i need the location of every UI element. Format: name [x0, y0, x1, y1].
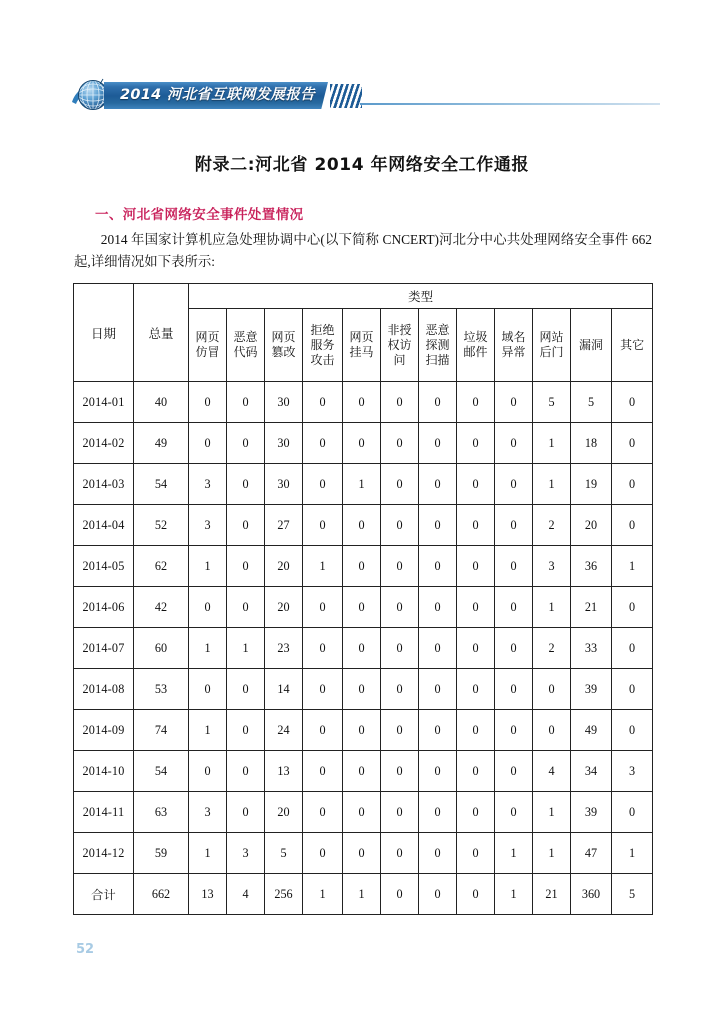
cell-date: 2014-10: [74, 751, 134, 792]
cell-type-4: 0: [303, 464, 343, 505]
cell-type-10: 1: [533, 833, 571, 874]
cell-type-12: 5: [612, 874, 653, 915]
cell-type-1: 0: [189, 751, 227, 792]
column-header-type-line: 服务: [310, 337, 335, 352]
column-header-type-3: [265, 309, 303, 382]
cell-type-9: 0: [495, 423, 533, 464]
cell-type-4: 0: [303, 751, 343, 792]
cell-type-5: 0: [343, 751, 381, 792]
cell-type-6: 0: [381, 751, 419, 792]
cell-type-1: 13: [189, 874, 227, 915]
cell-type-5: 0: [343, 546, 381, 587]
cell-type-6: 0: [381, 669, 419, 710]
cell-type-10: 1: [533, 423, 571, 464]
cell-type-8: 0: [457, 464, 495, 505]
cell-date: 2014-06: [74, 587, 134, 628]
column-header-type-line: 网页: [349, 330, 374, 344]
cell-type-9: 0: [495, 628, 533, 669]
column-header-type-12: [612, 309, 653, 382]
cell-type-4: 0: [303, 505, 343, 546]
column-header-type-line: 攻击: [310, 352, 335, 367]
column-header-type-line: 网页: [195, 330, 220, 344]
cell-total: 54: [134, 751, 189, 792]
cell-type-11: 5: [571, 382, 612, 423]
column-header-type-line: 仿冒: [195, 345, 220, 359]
cell-type-6: 0: [381, 710, 419, 751]
cell-type-9: 0: [495, 792, 533, 833]
cell-type-9: 0: [495, 669, 533, 710]
cell-type-3: 24: [265, 710, 303, 751]
cell-type-6: 0: [381, 505, 419, 546]
column-header-type-line: 后门: [539, 345, 564, 359]
column-header-type-11: [571, 309, 612, 382]
table-header-row-group: [74, 284, 653, 309]
table-row: [74, 546, 653, 587]
cell-type-11: 49: [571, 710, 612, 751]
cell-type-9: 0: [495, 587, 533, 628]
table-row: [74, 833, 653, 874]
cell-total: 60: [134, 628, 189, 669]
cell-type-8: 0: [457, 423, 495, 464]
cell-type-10: 2: [533, 505, 571, 546]
column-header-type-line: 邮件: [463, 345, 488, 359]
cell-type-12: 0: [612, 792, 653, 833]
cell-type-3: 14: [265, 669, 303, 710]
cell-type-7: 0: [419, 833, 457, 874]
column-header-type-line: 非授: [387, 322, 412, 337]
table-row: [74, 464, 653, 505]
cell-type-12: 3: [612, 751, 653, 792]
cell-type-7: 0: [419, 874, 457, 915]
cell-type-7: 0: [419, 710, 457, 751]
page-header: [0, 70, 724, 124]
column-header-type-line: 异常: [501, 345, 526, 359]
cell-date: 2014-04: [74, 505, 134, 546]
column-header-type-line: 权访: [387, 337, 412, 352]
cell-date: 2014-05: [74, 546, 134, 587]
cell-type-7: 0: [419, 464, 457, 505]
cell-type-8: 0: [457, 587, 495, 628]
column-header-type-1: [189, 309, 227, 382]
banner-title: 2014 河北省互联网发展报告: [120, 87, 315, 103]
table-row: [74, 628, 653, 669]
cell-type-1: 1: [189, 628, 227, 669]
cell-type-6: 0: [381, 628, 419, 669]
cell-type-4: 1: [303, 874, 343, 915]
cell-type-8: 0: [457, 546, 495, 587]
cell-type-5: 0: [343, 710, 381, 751]
cell-type-5: 0: [343, 423, 381, 464]
column-header-type-6: [381, 309, 419, 382]
column-header-type-4: [303, 309, 343, 382]
column-header-type-line: 扫描: [425, 352, 450, 367]
cell-type-6: 0: [381, 587, 419, 628]
cell-type-6: 0: [381, 546, 419, 587]
column-header-type-line: 漏洞: [578, 337, 603, 352]
cell-total: 54: [134, 464, 189, 505]
cell-type-2: 0: [227, 382, 265, 423]
cell-type-2: 0: [227, 792, 265, 833]
cell-type-11: 47: [571, 833, 612, 874]
column-header-type-line: 其它: [620, 337, 645, 352]
cell-type-3: 13: [265, 751, 303, 792]
cell-type-7: 0: [419, 751, 457, 792]
cell-type-8: 0: [457, 833, 495, 874]
cell-type-3: 20: [265, 792, 303, 833]
body-paragraph: 2014 年国家计算机应急处理协调中心(以下简称 CNCERT)河北分中心共处理网络安全事件 662 起,详细情况如下表所示:: [74, 232, 652, 269]
column-header-total: 总量: [134, 284, 189, 382]
cell-date: 2014-08: [74, 669, 134, 710]
banner-slash-decoration: [330, 84, 362, 108]
page-title: 附录二:河北省 2014 年网络安全工作通报: [194, 155, 530, 175]
cell-type-7: 0: [419, 628, 457, 669]
cell-total: 59: [134, 833, 189, 874]
cell-type-2: 0: [227, 669, 265, 710]
cell-type-2: 0: [227, 546, 265, 587]
cell-type-12: 0: [612, 423, 653, 464]
cell-type-9: 0: [495, 505, 533, 546]
cell-total: 40: [134, 382, 189, 423]
cell-type-1: 1: [189, 546, 227, 587]
cell-type-3: 5: [265, 833, 303, 874]
cell-type-11: 21: [571, 587, 612, 628]
cell-type-12: 1: [612, 833, 653, 874]
cell-type-12: 0: [612, 464, 653, 505]
cell-type-4: 0: [303, 710, 343, 751]
column-header-type-line: 挂马: [349, 345, 374, 359]
cell-type-6: 0: [381, 464, 419, 505]
column-header-type-7: [419, 309, 457, 382]
cell-date: 2014-09: [74, 710, 134, 751]
cell-type-12: 0: [612, 382, 653, 423]
cell-type-2: 0: [227, 423, 265, 464]
column-header-type-line: 垃圾: [463, 330, 488, 344]
total-row-label: 合计: [74, 874, 134, 915]
column-header-type-line: 篡改: [271, 345, 296, 359]
cell-type-7: 0: [419, 792, 457, 833]
column-header-type-line: 代码: [233, 345, 258, 359]
cell-type-2: 1: [227, 628, 265, 669]
cell-type-2: 0: [227, 710, 265, 751]
cell-type-10: 5: [533, 382, 571, 423]
cell-type-10: 21: [533, 874, 571, 915]
cell-type-1: 3: [189, 464, 227, 505]
column-header-type-line: 网站: [539, 330, 564, 344]
cell-type-12: 0: [612, 710, 653, 751]
column-header-type-10: [533, 309, 571, 382]
cell-date: 2014-01: [74, 382, 134, 423]
cell-type-1: 0: [189, 587, 227, 628]
cell-type-4: 0: [303, 792, 343, 833]
cell-type-9: 0: [495, 546, 533, 587]
column-header-type-line: 探测: [425, 337, 450, 352]
cell-type-8: 0: [457, 628, 495, 669]
cell-type-7: 0: [419, 382, 457, 423]
cell-type-10: 1: [533, 464, 571, 505]
cell-type-5: 1: [343, 874, 381, 915]
cell-type-1: 1: [189, 710, 227, 751]
cell-type-11: 36: [571, 546, 612, 587]
column-header-type-2: [227, 309, 265, 382]
cell-type-10: 0: [533, 710, 571, 751]
cell-type-12: 0: [612, 669, 653, 710]
cell-type-5: 0: [343, 587, 381, 628]
cell-type-9: 0: [495, 464, 533, 505]
cell-type-10: 1: [533, 587, 571, 628]
cell-type-9: 0: [495, 710, 533, 751]
cell-type-1: 0: [189, 382, 227, 423]
cell-type-6: 0: [381, 423, 419, 464]
cell-type-8: 0: [457, 874, 495, 915]
table-row: [74, 382, 653, 423]
cell-type-1: 0: [189, 669, 227, 710]
cell-type-5: 0: [343, 669, 381, 710]
cell-type-11: 360: [571, 874, 612, 915]
cell-date: 2014-12: [74, 833, 134, 874]
table-total-row: [74, 874, 653, 915]
banner-rule: [360, 103, 660, 105]
cell-type-5: 1: [343, 464, 381, 505]
security-incident-table-wrapper: [73, 283, 652, 915]
column-header-type-line: 网页: [271, 330, 296, 344]
cell-type-1: 3: [189, 505, 227, 546]
cell-type-7: 0: [419, 505, 457, 546]
cell-type-11: 34: [571, 751, 612, 792]
cell-type-3: 20: [265, 587, 303, 628]
table-row: [74, 587, 653, 628]
cell-date: 2014-07: [74, 628, 134, 669]
cell-type-1: 1: [189, 833, 227, 874]
cell-total: 53: [134, 669, 189, 710]
cell-type-8: 0: [457, 669, 495, 710]
cell-type-5: 0: [343, 628, 381, 669]
cell-type-11: 39: [571, 792, 612, 833]
cell-total: 74: [134, 710, 189, 751]
cell-type-12: 0: [612, 587, 653, 628]
table-row: [74, 792, 653, 833]
cell-type-5: 0: [343, 792, 381, 833]
cell-type-3: 20: [265, 546, 303, 587]
cell-type-5: 0: [343, 833, 381, 874]
cell-type-6: 0: [381, 874, 419, 915]
cell-type-6: 0: [381, 792, 419, 833]
cell-type-3: 27: [265, 505, 303, 546]
cell-type-10: 1: [533, 792, 571, 833]
cell-type-8: 0: [457, 505, 495, 546]
cell-total: 62: [134, 546, 189, 587]
cell-total: 42: [134, 587, 189, 628]
column-header-date: 日期: [74, 284, 134, 382]
column-header-type-line: 恶意: [233, 330, 258, 344]
cell-type-3: 30: [265, 464, 303, 505]
table-row: [74, 505, 653, 546]
cell-type-4: 0: [303, 382, 343, 423]
column-header-type-line: 恶意: [425, 322, 450, 337]
cell-type-10: 0: [533, 669, 571, 710]
cell-type-12: 0: [612, 505, 653, 546]
cell-type-4: 0: [303, 423, 343, 464]
column-header-type-8: [457, 309, 495, 382]
cell-date: 2014-02: [74, 423, 134, 464]
cell-type-7: 0: [419, 587, 457, 628]
column-header-type-line: 拒绝: [310, 322, 335, 337]
cell-type-2: 0: [227, 464, 265, 505]
column-header-type-5: [343, 309, 381, 382]
cell-type-12: 1: [612, 546, 653, 587]
cell-type-4: 0: [303, 833, 343, 874]
cell-type-2: 4: [227, 874, 265, 915]
cell-type-9: 0: [495, 382, 533, 423]
cell-type-7: 0: [419, 546, 457, 587]
cell-type-7: 0: [419, 669, 457, 710]
cell-type-11: 33: [571, 628, 612, 669]
page-number: 52: [76, 942, 95, 957]
cell-type-8: 0: [457, 710, 495, 751]
cell-type-3: 256: [265, 874, 303, 915]
cell-type-1: 0: [189, 423, 227, 464]
cell-type-9: 1: [495, 833, 533, 874]
cell-date: 2014-11: [74, 792, 134, 833]
cell-type-3: 23: [265, 628, 303, 669]
cell-type-11: 19: [571, 464, 612, 505]
cell-type-6: 0: [381, 382, 419, 423]
column-header-type-9: [495, 309, 533, 382]
cell-type-4: 0: [303, 628, 343, 669]
cell-type-4: 0: [303, 669, 343, 710]
cell-type-11: 18: [571, 423, 612, 464]
cell-type-10: 2: [533, 628, 571, 669]
cell-type-10: 4: [533, 751, 571, 792]
cell-type-8: 0: [457, 751, 495, 792]
cell-type-9: 1: [495, 874, 533, 915]
table-row: [74, 423, 653, 464]
cell-type-3: 30: [265, 423, 303, 464]
column-header-type-group: 类型: [189, 284, 653, 309]
cell-type-3: 30: [265, 382, 303, 423]
table-head: [74, 284, 653, 382]
cell-total: 662: [134, 874, 189, 915]
security-incident-table: [73, 283, 653, 915]
cell-type-11: 39: [571, 669, 612, 710]
cell-type-1: 3: [189, 792, 227, 833]
cell-type-7: 0: [419, 423, 457, 464]
cell-total: 52: [134, 505, 189, 546]
table-row: [74, 669, 653, 710]
cell-type-8: 0: [457, 792, 495, 833]
cell-type-12: 0: [612, 628, 653, 669]
cell-type-2: 0: [227, 505, 265, 546]
cell-total: 49: [134, 423, 189, 464]
column-header-type-line: 域名: [501, 330, 526, 344]
cell-type-10: 3: [533, 546, 571, 587]
column-header-type-line: 问: [393, 352, 406, 367]
cell-type-4: 1: [303, 546, 343, 587]
cell-type-11: 20: [571, 505, 612, 546]
cell-type-2: 3: [227, 833, 265, 874]
cell-date: 2014-03: [74, 464, 134, 505]
table-body: [74, 382, 653, 915]
table-row: [74, 751, 653, 792]
section-heading: 一、河北省网络安全事件处置情况: [95, 207, 304, 223]
cell-type-9: 0: [495, 751, 533, 792]
cell-type-5: 0: [343, 382, 381, 423]
cell-total: 63: [134, 792, 189, 833]
cell-type-5: 0: [343, 505, 381, 546]
cell-type-4: 0: [303, 587, 343, 628]
table-row: [74, 710, 653, 751]
cell-type-2: 0: [227, 587, 265, 628]
cell-type-8: 0: [457, 382, 495, 423]
cell-type-6: 0: [381, 833, 419, 874]
cell-type-2: 0: [227, 751, 265, 792]
